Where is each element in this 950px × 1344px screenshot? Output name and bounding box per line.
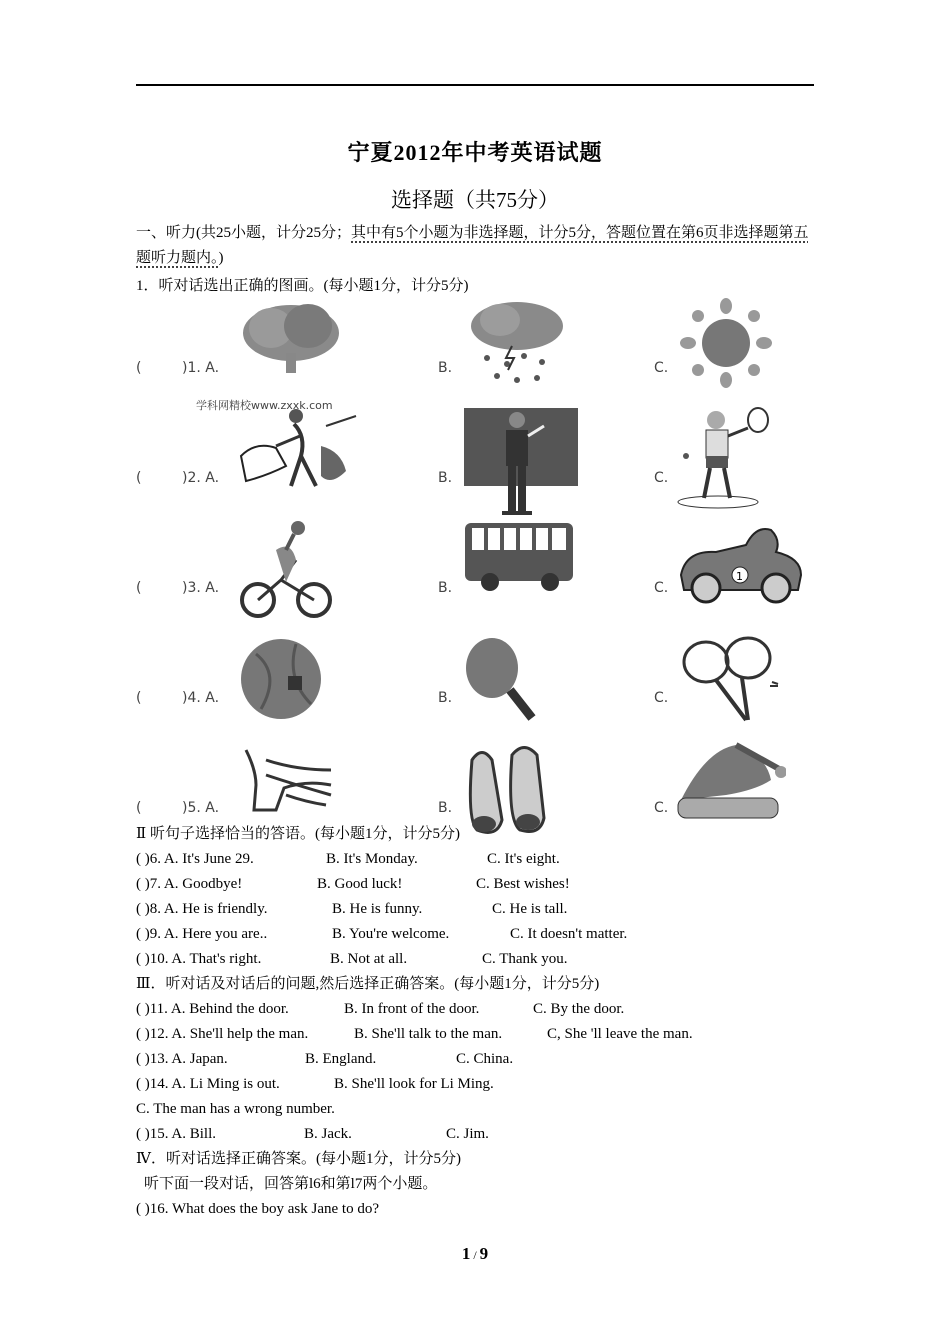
question-option-a: ( )8. A. He is friendly. bbox=[136, 901, 268, 917]
question-option-b: B. Jack. bbox=[304, 1126, 352, 1142]
page-footer: 1 / 9 bbox=[461, 1244, 489, 1263]
question-option-a: ( )10. A. That's right. bbox=[136, 951, 262, 967]
question-16: ( )16. What does the boy ask Jane to do? bbox=[136, 1201, 379, 1217]
question-option-b: B. England. bbox=[305, 1051, 377, 1067]
page-total: 9 bbox=[479, 1244, 489, 1263]
question-option-b: B. Not at all. bbox=[330, 951, 408, 967]
option-c-label: C. bbox=[654, 470, 669, 486]
question-option-a: ( )9. A. Here you are.. bbox=[136, 926, 268, 942]
option-c-label: C. bbox=[654, 690, 669, 706]
page-number: 1 bbox=[461, 1244, 471, 1263]
question-option-c: C. By the door. bbox=[533, 1001, 625, 1017]
item-paren: ( bbox=[136, 800, 142, 816]
bus-icon bbox=[462, 520, 577, 600]
item-number: )4. A. bbox=[182, 690, 220, 706]
question-option-a: ( )13. A. Japan. bbox=[136, 1051, 228, 1067]
question-option-b: B. She'll look for Li Ming. bbox=[334, 1076, 494, 1092]
question-option-c: C. China. bbox=[456, 1051, 514, 1067]
gloves-icon bbox=[236, 740, 341, 825]
rain-cloud-icon bbox=[462, 298, 572, 393]
item-number: )2. A. bbox=[182, 470, 220, 486]
race-car-icon bbox=[676, 520, 806, 615]
page-title: 宁夏2012年中考英语试题 bbox=[347, 140, 603, 165]
watermark: 学科网精校www.zxxk.com bbox=[196, 399, 333, 412]
sun-icon bbox=[676, 298, 776, 393]
option-c-label: C. bbox=[654, 580, 669, 596]
question-option-b: B. Good luck! bbox=[317, 876, 403, 892]
section4-heading: Ⅳ．听对话选择正确答案。(每小题1分，计分5分) bbox=[136, 1151, 461, 1167]
question-option-c: C. Jim. bbox=[446, 1126, 489, 1142]
section3-heading: Ⅲ．听对话及对话后的问题,然后选择正确答案。(每小题1分，计分5分) bbox=[136, 976, 600, 992]
farmer-icon bbox=[236, 406, 361, 496]
option-b-label: B. bbox=[438, 470, 453, 486]
rackets-icon bbox=[676, 634, 786, 729]
item-number: )3. A. bbox=[182, 580, 220, 596]
teacher-icon bbox=[462, 406, 582, 521]
section4-instruction: 听下面一段对话，回答第l6和第l7两个小题。 bbox=[144, 1176, 438, 1192]
ping-pong-paddle-icon bbox=[462, 634, 542, 729]
shoes-icon bbox=[462, 740, 552, 845]
question-option-c: C. Best wishes! bbox=[476, 876, 570, 892]
item-paren: ( bbox=[136, 580, 142, 596]
option-b-label: B. bbox=[438, 800, 453, 816]
part1-heading: 1．听对话选出正确的图画。(每小题1分，计分5分) bbox=[136, 278, 469, 294]
item-paren: ( bbox=[136, 690, 142, 706]
page-subtitle: 选择题（共75分） bbox=[391, 188, 559, 212]
question-option-c: C. He is tall. bbox=[492, 901, 568, 917]
option-b-label: B. bbox=[438, 360, 453, 376]
cyclist-icon bbox=[236, 520, 336, 625]
option-b-label: B. bbox=[438, 580, 453, 596]
item-paren: ( bbox=[136, 470, 142, 486]
question-option-a: ( )6. A. It's June 29. bbox=[136, 851, 254, 867]
header-rule bbox=[136, 84, 814, 86]
item-paren: ( bbox=[136, 360, 142, 376]
question-option-a: ( )15. A. Bill. bbox=[136, 1126, 217, 1142]
question-option-c: C, She 'll leave the man. bbox=[547, 1026, 693, 1042]
section2-heading: Ⅱ 听句子选择恰当的答语。(每小题1分，计分5分) bbox=[136, 826, 460, 842]
question-option-c: C. It doesn't matter. bbox=[510, 926, 628, 942]
question-option-a: ( )14. A. Li Ming is out. bbox=[136, 1076, 280, 1092]
option-b-label: B. bbox=[438, 690, 453, 706]
question-option-b: B. He is funny. bbox=[332, 901, 423, 917]
item-number: )1. A. bbox=[182, 360, 220, 376]
tennis-player-icon bbox=[676, 406, 776, 516]
section1-intro: 一、听力(共25小题，计分25分；其中有5个小题为非选择题，计分5分，答题位置在第6页非选择题第五题听力题内。) bbox=[136, 225, 809, 266]
question-option-c: C. Thank you. bbox=[482, 951, 568, 967]
question-option-b: B. In front of the door. bbox=[344, 1001, 480, 1017]
question-option-a: ( )12. A. She'll help the man. bbox=[136, 1026, 309, 1042]
question-option-c: C. It's eight. bbox=[487, 851, 560, 867]
option-c-label: C. bbox=[654, 360, 669, 376]
intro-emphasis: 其中有5个小题为非选择题，计分5分，答题位置在第6页非选择题第五题听力题内。 bbox=[136, 225, 809, 266]
item-number: )5. A. bbox=[182, 800, 220, 816]
question-option-a: ( )7. A. Goodbye! bbox=[136, 876, 243, 892]
svg-text:1: 1 bbox=[736, 570, 743, 583]
cloud-icon bbox=[236, 298, 346, 383]
question-option-b: B. She'll talk to the man. bbox=[354, 1026, 503, 1042]
hat-icon bbox=[676, 740, 786, 830]
question-option-a: C. The man has a wrong number. bbox=[136, 1101, 335, 1117]
option-c-label: C. bbox=[654, 800, 669, 816]
question-option-b: B. You're welcome. bbox=[332, 926, 450, 942]
question-option-a: ( )11. A. Behind the door. bbox=[136, 1001, 289, 1017]
ball-icon bbox=[236, 634, 326, 729]
question-option-b: B. It's Monday. bbox=[326, 851, 418, 867]
